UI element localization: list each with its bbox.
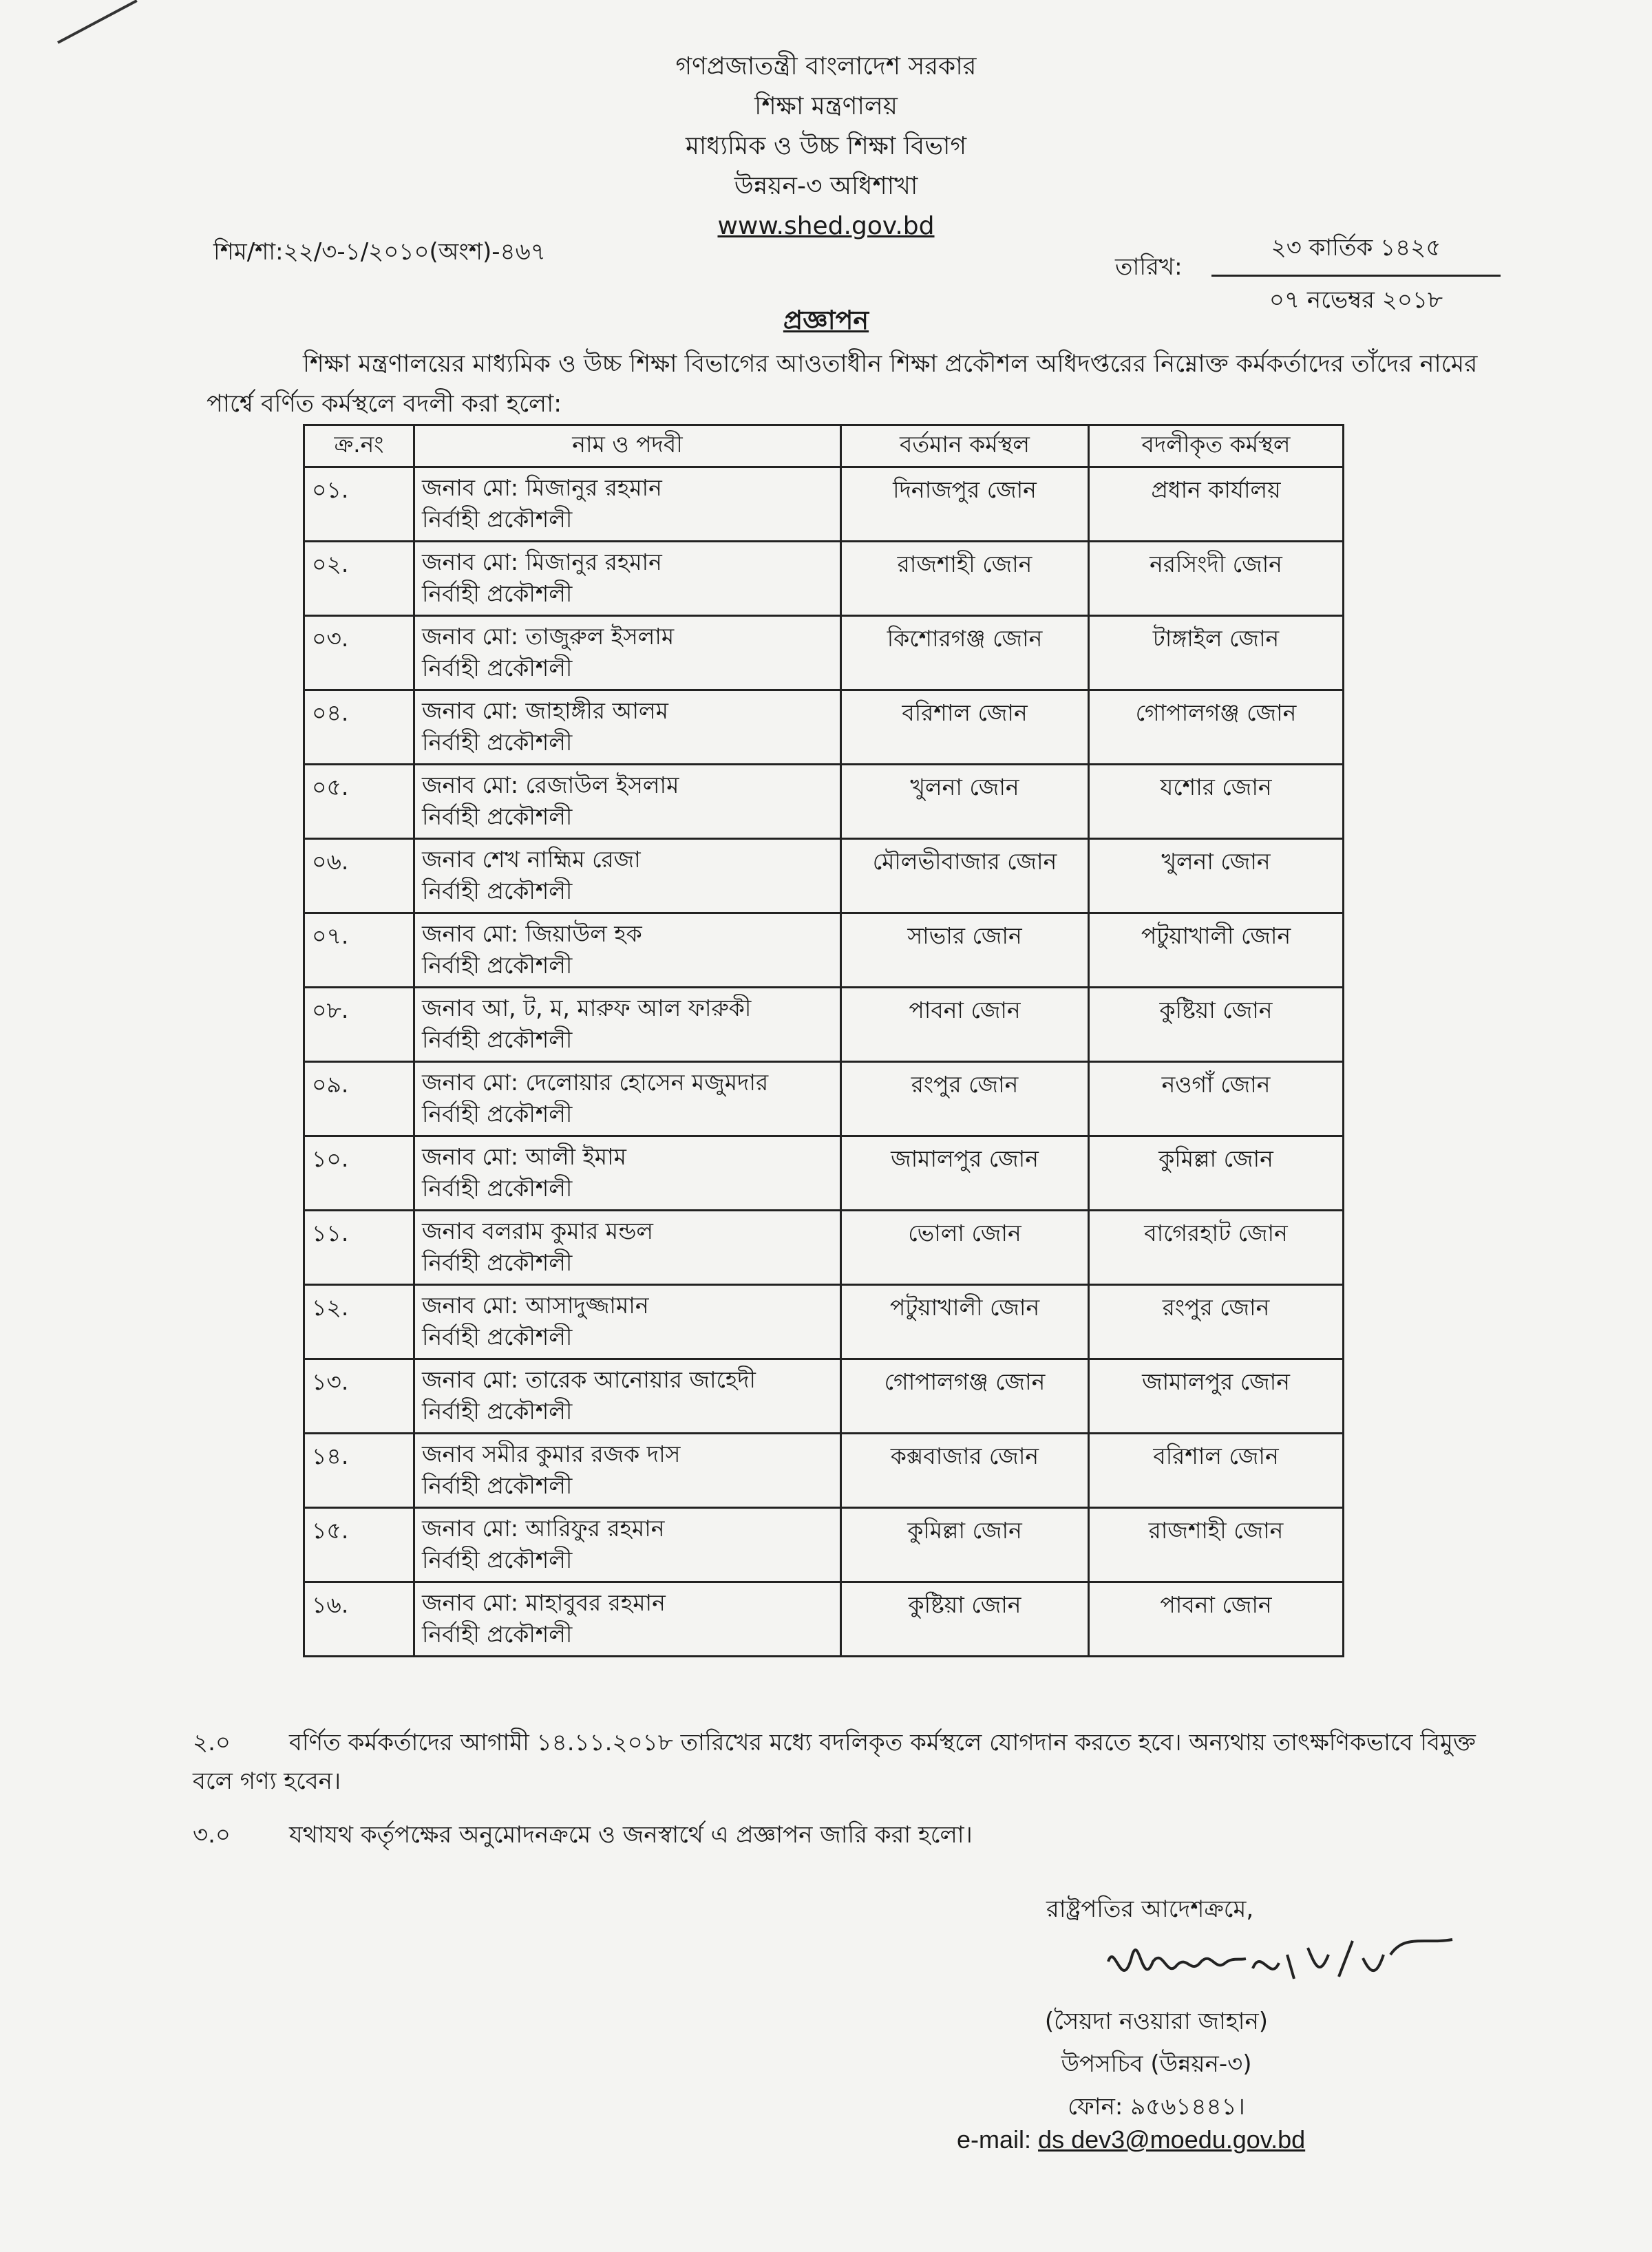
cell-transferred-station: গোপালগঞ্জ জোন [1089,690,1344,765]
officer-designation: নির্বাহী প্রকৌশলী [422,729,573,756]
cell-transferred-station: জামালপুর জোন [1089,1359,1344,1434]
officer-name: জনাব মো: জাহাঙ্গীর আলম [422,697,668,724]
officer-designation: নির্বাহী প্রকৌশলী [422,952,573,979]
cell-current-station: গোপালগঞ্জ জোন [841,1359,1089,1434]
cell-name-designation [414,616,841,690]
cell-transferred-station: যশোর জোন [1089,765,1344,839]
officer-name: জনাব মো: মিজানুর রহমান [422,549,662,575]
officer-name: জনাব মো: আরিফুর রহমান [422,1515,665,1542]
cell-name-designation [414,1062,841,1136]
cell-name-designation [414,467,841,542]
cell-current-station: জামালপুর জোন [841,1136,1089,1211]
table-row [304,1285,1344,1359]
division-name: মাধ্যমিক ও উচ্চ শিক্ষা বিভাগ [685,132,967,160]
officer-designation: নির্বাহী প্রকৌশলী [422,1175,573,1202]
cell-serial: ০৭. [304,913,414,988]
cell-serial: ০২. [304,542,414,616]
officer-name: জনাব মো: দেলোয়ার হোসেন মজুমদার [422,1069,769,1096]
officer-designation: নির্বাহী প্রকৌশলী [422,803,573,830]
paragraph-text: যথাযথ কর্তৃপক্ষের অনুমোদনক্রমে ও জনস্বার্থে এ প্রজ্ঞাপন জারি করা হলো। [289,1821,973,1849]
table-row [304,1434,1344,1508]
handwritten-signature [1101,1913,1459,2010]
cell-name-designation [414,913,841,988]
cell-current-station: পটুয়াখালী জোন [841,1285,1089,1359]
cell-name-designation [414,765,841,839]
officer-designation: নির্বাহী প্রকৌশলী [422,655,573,681]
signer-email [957,2125,1305,2154]
cell-serial: ১২. [304,1285,414,1359]
ministry-name: শিক্ষা মন্ত্রণালয় [754,92,898,120]
cell-current-station: খুলনা জোন [841,765,1089,839]
cell-serial: ১৩. [304,1359,414,1434]
table-row [304,988,1344,1062]
cell-serial: ১৬. [304,1582,414,1657]
cell-current-station: কিশোরগঞ্জ জোন [841,616,1089,690]
officer-name: জনাব মো: মিজানুর রহমান [422,474,662,501]
cell-transferred-station: পাবনা জোন [1089,1582,1344,1657]
table-row [304,542,1344,616]
table-row [304,1508,1344,1582]
officer-designation: নির্বাহী প্রকৌশলী [422,878,573,904]
table-row [304,1136,1344,1211]
officer-name: জনাব শেখ নাহ্মিম রেজা [422,846,641,873]
cell-name-designation [414,1582,841,1657]
officer-name: জনাব মো: তারেক আনোয়ার জাহেদী [422,1366,756,1393]
cell-transferred-station: প্রধান কার্যালয় [1089,467,1344,542]
table-header-row [304,425,1344,467]
paragraph-number: ৩.০ [193,1821,231,1849]
cell-name-designation [414,542,841,616]
officer-designation: নির্বাহী প্রকৌশলী [422,506,573,533]
cell-name-designation [414,690,841,765]
signer-details [950,2000,1363,2128]
cell-name-designation [414,1508,841,1582]
cell-transferred-station: রংপুর জোন [1089,1285,1344,1359]
officer-designation: নির্বাহী প্রকৌশলী [422,1547,573,1573]
officer-name: জনাব বলরাম কুমার মন্ডল [422,1218,654,1244]
officer-designation: নির্বাহী প্রকৌশলী [422,1324,573,1350]
officer-designation: নির্বাহী প্রকৌশলী [422,1026,573,1053]
table-row [304,616,1344,690]
pen-mark [57,0,138,44]
cell-current-station: দিনাজপুর জোন [841,467,1089,542]
signer-designation: উপসচিব (উন্নয়ন-৩) [1061,2050,1252,2078]
officer-designation: নির্বাহী প্রকৌশলী [422,1101,573,1127]
approval-paragraph [193,1817,1501,1856]
order-line: রাষ্ট্রপতির আদেশক্রমে, [1046,1895,1254,1923]
cell-serial: ১৫. [304,1508,414,1582]
table-row [304,690,1344,765]
cell-current-station: বরিশাল জোন [841,690,1089,765]
cell-current-station: রংপুর জোন [841,1062,1089,1136]
cell-transferred-station: রাজশাহী জোন [1089,1508,1344,1582]
officer-designation: নির্বাহী প্রকৌশলী [422,580,573,607]
cell-name-designation [414,1285,841,1359]
signer-phone: ফোন: ৯৫৬১৪৪১। [1068,2093,1245,2121]
cell-transferred-station: বরিশাল জোন [1089,1434,1344,1508]
cell-transferred-station: কুমিল্লা জোন [1089,1136,1344,1211]
paragraph-text: বর্ণিত কর্মকর্তাদের আগামী ১৪.১১.২০১৮ তারিখের মধ্যে বদলিকৃত কর্মস্থলে যোগদান করতে হবে। অন্যথায় তাৎক্ষণিকভাবে বিমুক্ত বলে গণ্য হবেন। [193,1729,1476,1795]
cell-transferred-station: খুলনা জোন [1089,839,1344,913]
signature-text: Ymani ০৭/১১/১৮ [1377,2002,1388,2004]
date-label: তারিখ: [1115,253,1183,281]
cell-serial: ০৯. [304,1062,414,1136]
notice-title: প্রজ্ঞাপন [783,305,869,335]
officer-name: জনাব মো: জিয়াউল হক [422,920,642,947]
table-row [304,839,1344,913]
header-serial: ক্র.নং [304,425,414,467]
officer-designation: নির্বাহী প্রকৌশলী [422,1398,573,1425]
cell-serial: ০৪. [304,690,414,765]
cell-name-designation [414,1359,841,1434]
cell-serial: ১০. [304,1136,414,1211]
cell-current-station: পাবনা জোন [841,988,1089,1062]
table-row [304,913,1344,988]
cell-current-station: কুমিল্লা জোন [841,1508,1089,1582]
cell-serial: ০৬. [304,839,414,913]
table-row [304,1359,1344,1434]
signer-name: (সৈয়দা নওয়ারা জাহান) [1044,2008,1269,2035]
cell-name-designation [414,988,841,1062]
header-current-station: বর্তমান কর্মস্থল [841,425,1089,467]
cell-transferred-station: পটুয়াখালী জোন [1089,913,1344,988]
government-name: গণপ্রজাতন্ত্রী বাংলাদেশ সরকার [675,52,977,81]
officer-designation: নির্বাহী প্রকৌশলী [422,1249,573,1276]
paragraph-number: ২.০ [193,1729,231,1756]
intro-paragraph: শিক্ষা মন্ত্রণালয়ের মাধ্যমিক ও উচ্চ শিক্ষা বিভাগের আওতাধীন শিক্ষা প্রকৌশল অধিদপ্তরের নিম্নোক্ত কর্মকর্তাদের তাঁদের নামের পার্শ্বে বর্ণিত কর্মস্থলে বদলী করা হলো: [206,350,1478,418]
transfer-table [303,424,1344,1657]
officer-designation: নির্বাহী প্রকৌশলী [422,1621,573,1648]
cell-current-station: মৌলভীবাজার জোন [841,839,1089,913]
cell-current-station: রাজশাহী জোন [841,542,1089,616]
officer-designation: নির্বাহী প্রকৌশলী [422,1472,573,1499]
cell-current-station: কুষ্টিয়া জোন [841,1582,1089,1657]
table-body [304,467,1344,1657]
letterhead [0,47,1652,246]
header-name: নাম ও পদবী [414,425,841,467]
branch-name: উন্নয়ন-৩ অধিশাখা [734,172,918,200]
cell-name-designation [414,1136,841,1211]
table-row [304,467,1344,542]
cell-serial: ০৫. [304,765,414,839]
email-link[interactable]: ds dev3@moedu.gov.bd [1038,2125,1306,2154]
cell-serial: ০৩. [304,616,414,690]
cell-transferred-station: কুষ্টিয়া জোন [1089,988,1344,1062]
table-row [304,1062,1344,1136]
officer-name: জনাব মো: মাহাবুবর রহমান [422,1589,666,1616]
officer-name: জনাব মো: আসাদুজ্জামান [422,1292,649,1319]
cell-transferred-station: বাগেরহাট জোন [1089,1211,1344,1285]
cell-serial: ০৮. [304,988,414,1062]
officer-name: জনাব সমীর কুমার রজক দাস [422,1441,681,1467]
cell-current-station: কক্সবাজার জোন [841,1434,1089,1508]
cell-current-station: ভোলা জোন [841,1211,1089,1285]
officer-name: জনাব আ, ট, ম, মারুফ আল ফারুকী [422,995,752,1021]
email-label: e-mail: [957,2125,1032,2154]
cell-name-designation [414,1434,841,1508]
memo-number: শিম/শা:২২/৩-১/২০১০(অংশ)-৪৬৭ [213,238,546,266]
cell-serial: ১৪. [304,1434,414,1508]
table-row [304,765,1344,839]
date-bangla: ২৩ কার্তিক ১৪২৫ [1211,230,1501,277]
table-row [304,1582,1344,1657]
website-link[interactable]: www.shed.gov.bd [717,212,935,240]
officer-name: জনাব মো: রেজাউল ইসলাম [422,772,679,798]
cell-transferred-station: নওগাঁ জোন [1089,1062,1344,1136]
cell-serial: ০১. [304,467,414,542]
header-transferred-station: বদলীকৃত কর্মস্থল [1089,425,1344,467]
cell-current-station: সাভার জোন [841,913,1089,988]
officer-name: জনাব মো: আলী ইমাম [422,1143,626,1170]
cell-transferred-station: নরসিংদী জোন [1089,542,1344,616]
officer-name: জনাব মো: তাজুরুল ইসলাম [422,623,675,650]
cell-name-designation [414,839,841,913]
table-row [304,1211,1344,1285]
joining-paragraph [193,1723,1501,1800]
cell-name-designation [414,1211,841,1285]
cell-serial: ১১. [304,1211,414,1285]
cell-transferred-station: টাঙ্গাইল জোন [1089,616,1344,690]
date-english: ০৭ নভেম্বর ২০১৮ [1269,286,1443,314]
